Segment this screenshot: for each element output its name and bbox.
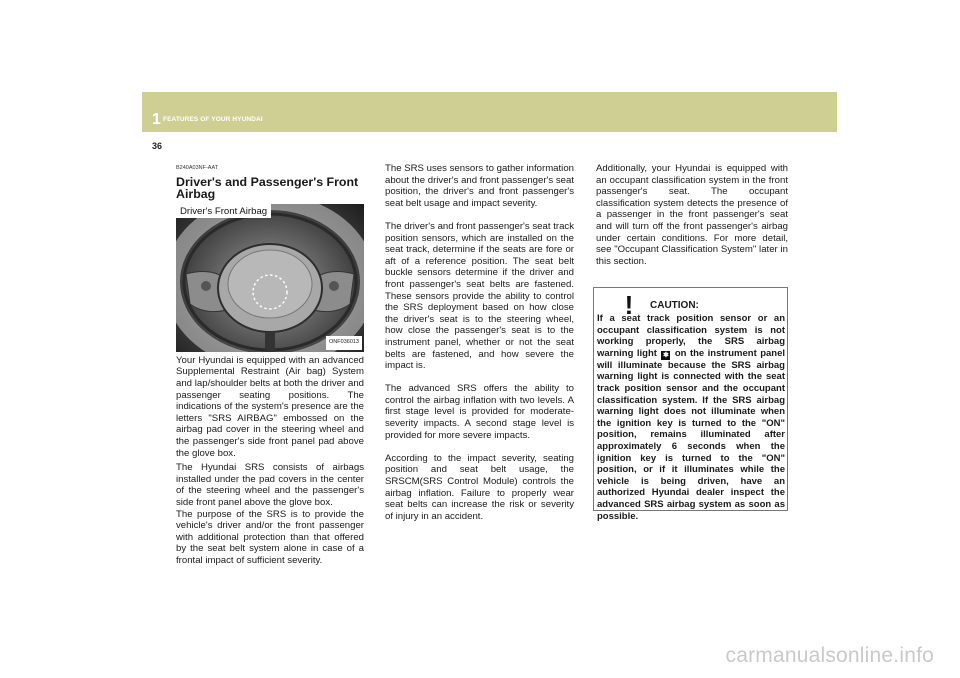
airbag-warning-light-icon: ✱ <box>662 351 669 359</box>
column-2 <box>385 163 574 534</box>
caution-text-part-1: If a seat track position sensor or an occupant classification system is not working properly, the SRS airbag warning light <box>597 313 785 359</box>
watermark: carmanualsonline.info <box>725 644 934 667</box>
caution-text <box>597 313 785 522</box>
col2-paragraph-2: The driver's and front passenger's seat track position sensors, which are installed on the seat track, determine if the seats are fore or aft of a reference position. The seat belt buckle sensors determine if the driver and front passenger's seat belts are fastened. These sensors provide the ability to control the SRS deployment based on how close the driver's seat is to the steering wheel, how close the passenger's seat is to the instrument panel, whether or not the seat belts are fastened, and how severe the impact is. <box>385 220 574 372</box>
column-1 <box>176 163 364 566</box>
chapter-number: 1 <box>152 111 161 128</box>
figure-code: ONF036013 <box>326 336 362 350</box>
col1-paragraph-1: Your Hyundai is equipped with an advanced Supplemental Restraint (Air bag) System and lap/shoulder belts at both the driver and passenger seating positions. The indications of the system's presence are the letters "SRS AIRBAG" embossed on the airbag pad cover in the steering wheel and the passenger's side front panel pad above the glove box. <box>176 354 364 459</box>
caution-title: CAUTION: <box>650 300 699 311</box>
steering-wheel-illustration <box>176 204 364 352</box>
section-title: Driver's and Passenger's Front Airbag <box>176 174 359 202</box>
col1-paragraph-2: The Hyundai SRS consists of airbags installed under the pad covers in the center of the steering wheel and the passenger's side front panel above the glove box. <box>176 462 364 508</box>
steering-wheel-figure <box>176 204 364 352</box>
col3-paragraph-1: Additionally, your Hyundai is equipped with an occupant classification system in the front passenger's seat. The occupant classification system detects the presence of a passenger in the front passenger's seat and will turn off the front passenger's airbag under certain conditions. For more detail, see "Occupant Classification System" later in this section. <box>596 163 788 267</box>
figure-label: Driver's Front Airbag <box>176 204 271 219</box>
col2-paragraph-1: The SRS uses sensors to gather information about the driver's and front passenger's seat position, the driver's and front passenger's seat belt usage and impact severity. <box>385 163 574 209</box>
caution-text-part-2: on the instrument panel will illuminate because the SRS airbag warning light is connected with the seat track position sensor and the occupant classification system. If the SRS airbag warning light does not illuminate when the ignition key is turned to the "ON" position, remains illuminated after approximately 6 seconds when the ignition key is turned to the "ON" position, or if it illuminates while the vehicle is being driven, have an authorized Hyundai dealer inspect the advanced SRS airbag system as soon as possible. <box>597 347 786 522</box>
page-number: 36 <box>152 141 163 151</box>
svg-text:!: ! <box>624 292 634 316</box>
caution-box <box>593 287 788 522</box>
col2-paragraph-4: According to the impact severity, seating position and seat belt usage, the SRSCM(SRS Control Module) controls the airbag inflation. Failure to properly wear seat belts can increase the risk or severity of injury in an accident. <box>385 452 574 522</box>
section-code: B240A03NF-AAT <box>176 165 219 171</box>
col2-paragraph-3: The advanced SRS offers the ability to control the airbag inflation with two levels. A first stage level is provided for moderate-severity impacts. A second stage level is provided for more severe impacts. <box>385 383 574 441</box>
header-band <box>142 92 837 132</box>
chapter-title: FEATURES OF YOUR HYUNDAI <box>163 116 263 123</box>
column-3 <box>596 163 788 279</box>
col1-paragraph-3: The purpose of the SRS is to provide the vehicle's driver and/or the front passenger with additional protection than that offered by the seat belt system alone in case of a frontal impact of sufficient severity. <box>176 508 364 566</box>
